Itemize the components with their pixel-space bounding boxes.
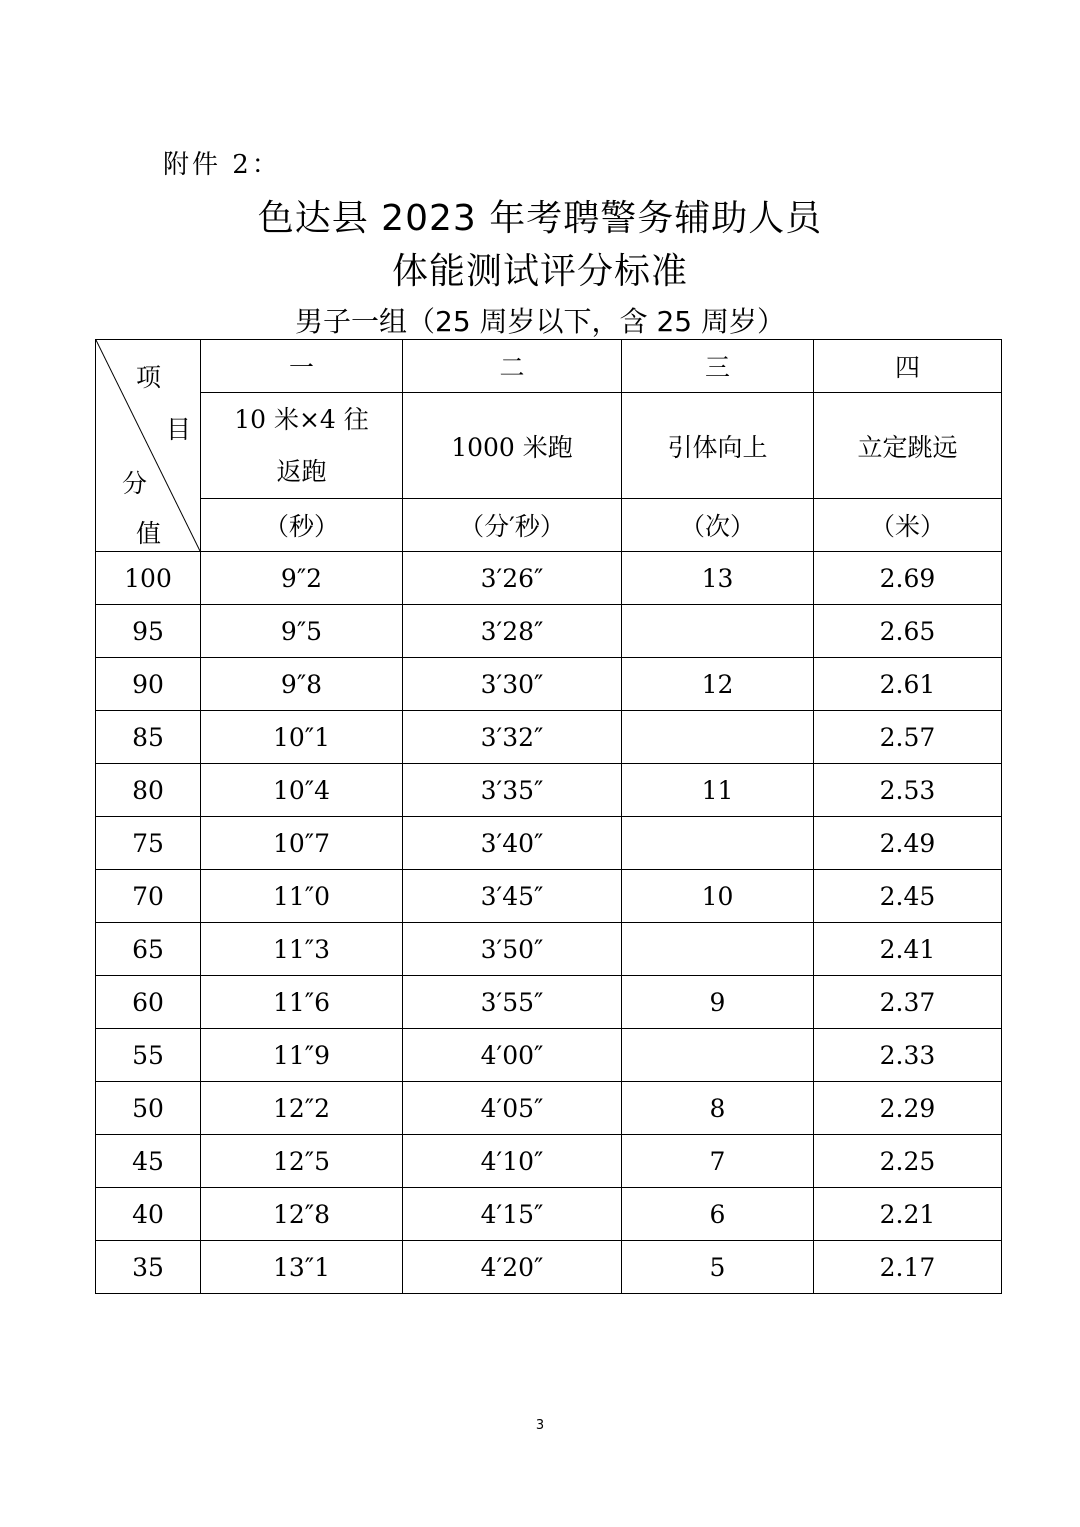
score-cell: 65 (96, 923, 201, 976)
1000m-run-cell: 3′55″ (403, 976, 622, 1029)
column-number-3: 三 (622, 340, 814, 393)
table-row (96, 711, 1002, 764)
pull-up-cell (622, 1029, 814, 1082)
table-row (96, 1082, 1002, 1135)
standing-jump-cell: 2.49 (814, 817, 1002, 870)
score-cell: 95 (96, 605, 201, 658)
pull-up-cell: 12 (622, 658, 814, 711)
score-cell: 45 (96, 1135, 201, 1188)
table-row (96, 1188, 1002, 1241)
score-cell: 50 (96, 1082, 201, 1135)
pull-up-cell: 6 (622, 1188, 814, 1241)
column-unit-times: （次） (622, 499, 814, 552)
score-cell: 75 (96, 817, 201, 870)
standing-jump-cell: 2.53 (814, 764, 1002, 817)
score-cell: 100 (96, 552, 201, 605)
table-row (96, 1241, 1002, 1294)
1000m-run-cell: 4′15″ (403, 1188, 622, 1241)
standing-jump-cell: 2.65 (814, 605, 1002, 658)
standing-jump-cell: 2.17 (814, 1241, 1002, 1294)
standing-jump-cell: 2.69 (814, 552, 1002, 605)
1000m-run-cell: 4′05″ (403, 1082, 622, 1135)
pull-up-cell (622, 605, 814, 658)
pull-up-cell (622, 817, 814, 870)
score-cell: 35 (96, 1241, 201, 1294)
pull-up-cell: 5 (622, 1241, 814, 1294)
table-row (96, 976, 1002, 1029)
standing-jump-cell: 2.41 (814, 923, 1002, 976)
shuttle-run-cell: 11″3 (201, 923, 403, 976)
shuttle-run-cell: 10″7 (201, 817, 403, 870)
score-cell: 60 (96, 976, 201, 1029)
scoring-table (95, 339, 1002, 1294)
table-row (96, 605, 1002, 658)
shuttle-run-cell: 11″9 (201, 1029, 403, 1082)
column-number-2: 二 (403, 340, 622, 393)
standing-jump-cell: 2.25 (814, 1135, 1002, 1188)
1000m-run-cell: 4′00″ (403, 1029, 622, 1082)
standing-jump-cell: 2.45 (814, 870, 1002, 923)
table-row (96, 870, 1002, 923)
column-name-shuttle-run: 10 米×4 往返跑 (201, 393, 403, 499)
table-row (96, 817, 1002, 870)
pull-up-cell (622, 923, 814, 976)
shuttle-run-cell: 12″2 (201, 1082, 403, 1135)
column-unit-seconds: （秒） (201, 499, 403, 552)
shuttle-run-cell: 11″0 (201, 870, 403, 923)
score-cell: 55 (96, 1029, 201, 1082)
corner-label-mu: 目 (166, 415, 192, 444)
pull-up-cell: 8 (622, 1082, 814, 1135)
table-row (96, 552, 1002, 605)
shuttle-run-cell: 13″1 (201, 1241, 403, 1294)
1000m-run-cell: 3′45″ (403, 870, 622, 923)
standing-jump-cell: 2.61 (814, 658, 1002, 711)
shuttle-run-cell: 9″2 (201, 552, 403, 605)
document-title-line2: 体能测试评分标准 (391, 251, 688, 292)
table-row (96, 658, 1002, 711)
1000m-run-cell: 3′26″ (403, 552, 622, 605)
column-name-pull-up: 引体向上 (622, 393, 814, 499)
column-name-standing-jump: 立定跳远 (814, 393, 1002, 499)
shuttle-run-cell: 9″8 (201, 658, 403, 711)
corner-label-zhi: 值 (136, 519, 162, 548)
shuttle-run-cell: 12″5 (201, 1135, 403, 1188)
standing-jump-cell: 2.57 (814, 711, 1002, 764)
attachment-label: 附件 2： (163, 150, 281, 180)
table-row (96, 1029, 1002, 1082)
score-cell: 70 (96, 870, 201, 923)
1000m-run-cell: 3′30″ (403, 658, 622, 711)
1000m-run-cell: 3′32″ (403, 711, 622, 764)
shuttle-run-cell: 10″1 (201, 711, 403, 764)
1000m-run-cell: 3′28″ (403, 605, 622, 658)
standing-jump-cell: 2.21 (814, 1188, 1002, 1241)
1000m-run-cell: 4′20″ (403, 1241, 622, 1294)
corner-label-fen: 分 (122, 469, 148, 498)
pull-up-cell: 11 (622, 764, 814, 817)
column-number-1: 一 (201, 340, 403, 393)
column-unit-meters: （米） (814, 499, 1002, 552)
pull-up-cell: 13 (622, 552, 814, 605)
table-row (96, 923, 1002, 976)
shuttle-run-cell: 9″5 (201, 605, 403, 658)
score-cell: 85 (96, 711, 201, 764)
table-subtitle: 男子一组（25 周岁以下，含 25 周岁） (295, 305, 785, 338)
1000m-run-cell: 3′40″ (403, 817, 622, 870)
shuttle-run-cell: 11″6 (201, 976, 403, 1029)
corner-label-xiang: 项 (136, 363, 162, 392)
standing-jump-cell: 2.29 (814, 1082, 1002, 1135)
shuttle-run-cell: 12″8 (201, 1188, 403, 1241)
column-number-4: 四 (814, 340, 1002, 393)
pull-up-cell: 9 (622, 976, 814, 1029)
1000m-run-cell: 4′10″ (403, 1135, 622, 1188)
table-row (96, 1135, 1002, 1188)
score-cell: 80 (96, 764, 201, 817)
pull-up-cell (622, 711, 814, 764)
score-cell: 90 (96, 658, 201, 711)
1000m-run-cell: 3′35″ (403, 764, 622, 817)
score-cell: 40 (96, 1188, 201, 1241)
shuttle-run-cell: 10″4 (201, 764, 403, 817)
pull-up-cell: 7 (622, 1135, 814, 1188)
page-number: 3 (535, 1418, 545, 1433)
pull-up-cell: 10 (622, 870, 814, 923)
column-unit-min-sec: （分′秒） (403, 499, 622, 552)
column-name-1000m-run: 1000 米跑 (403, 393, 622, 499)
table-row (96, 764, 1002, 817)
1000m-run-cell: 3′50″ (403, 923, 622, 976)
diagonal-header-cell (96, 340, 201, 552)
document-title-line1: 色达县 2023 年考聘警务辅助人员 (257, 198, 823, 239)
standing-jump-cell: 2.33 (814, 1029, 1002, 1082)
standing-jump-cell: 2.37 (814, 976, 1002, 1029)
